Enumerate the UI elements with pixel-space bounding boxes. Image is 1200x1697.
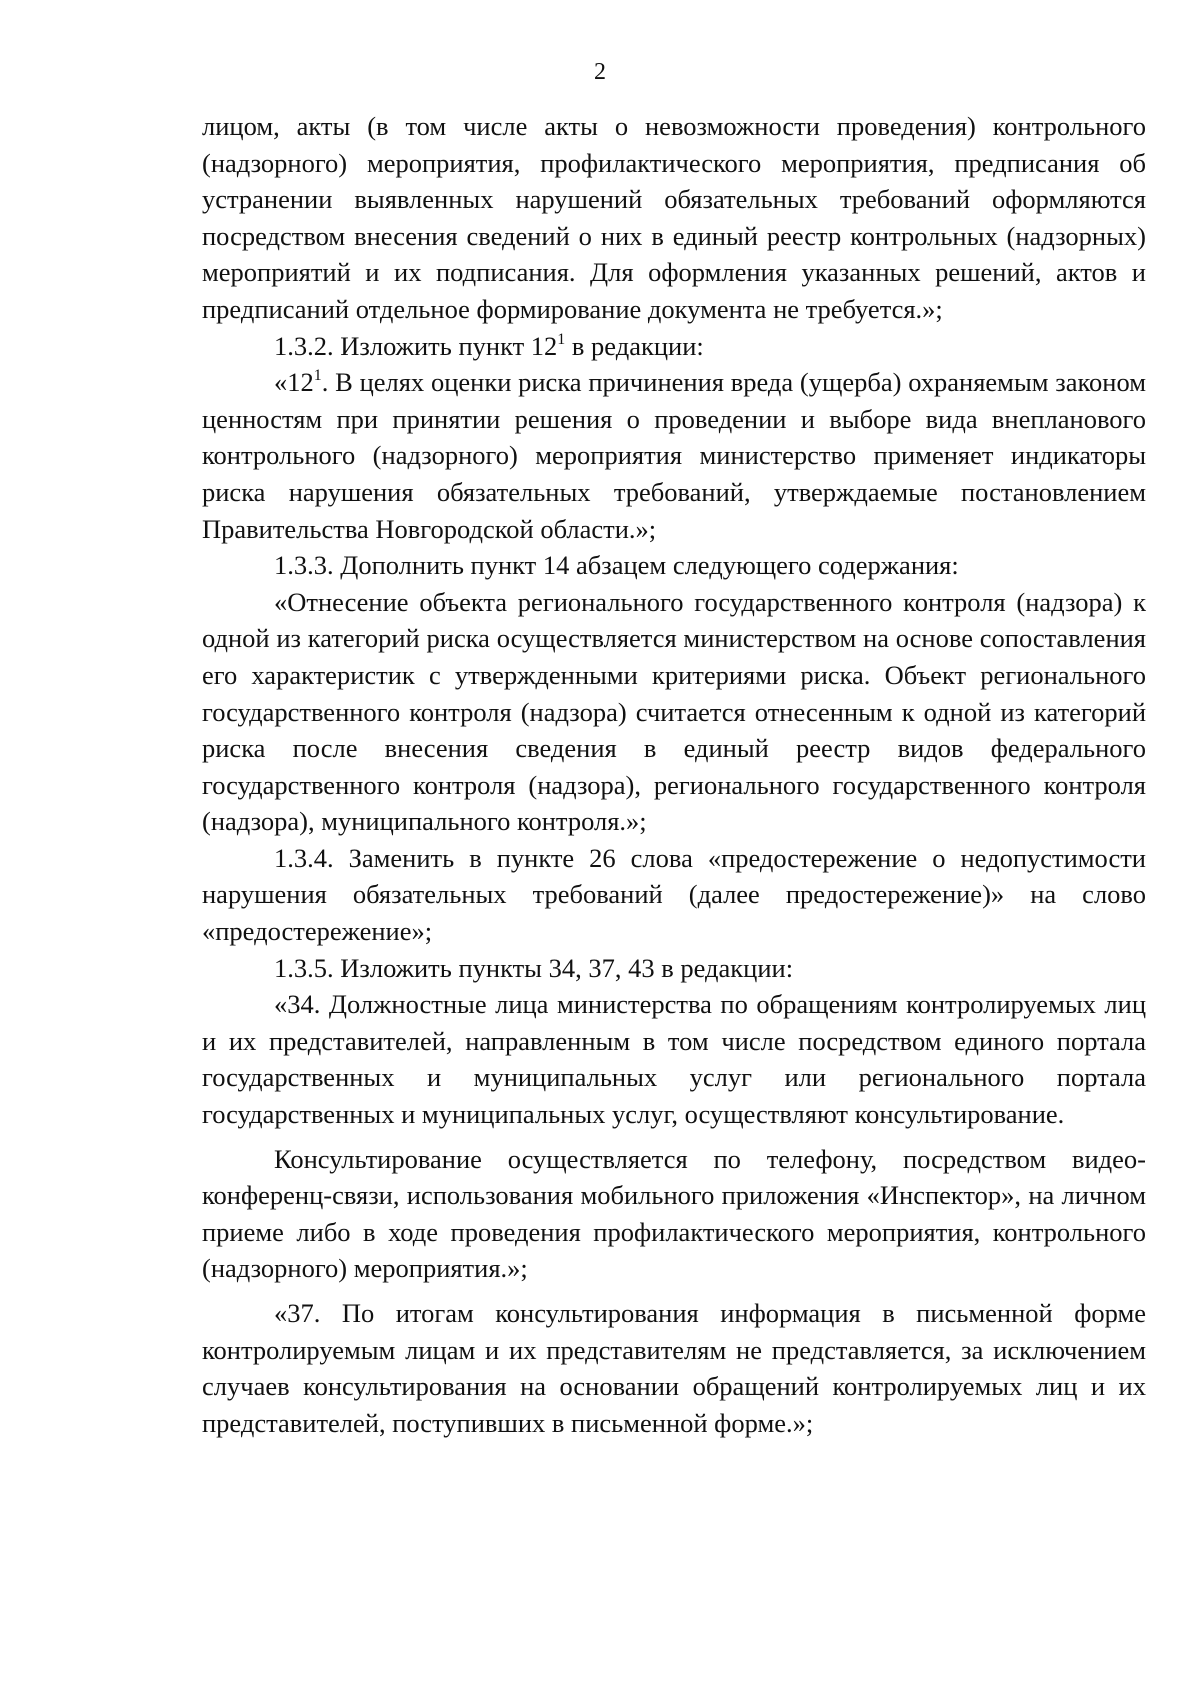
page-number: 2 [594, 59, 606, 85]
paragraph-text: 1.3.2. Изложить пункт 12 [274, 330, 558, 361]
paragraph-quote-34: «34. Должностные лица министерства по обращениям контролируемых лиц и их представителей, направленным в том числе посредством единого портала государственных и муниципальных услуг или регионального портала государственных и муниципальных услуг, осуществляют консультирование. [202, 989, 1146, 1130]
paragraph-quote-37: «37. По итогам консультирования информация в письменной форме контролируемым лицам и их представителям не представляется, за исключением случаев консультирования на основании обращений контролируемых лиц и их представителей, поступивших в письменной форме.»; [202, 1298, 1146, 1438]
paragraph-consulting: Консультирование осуществляется по телефону, посредством видео-конференц-связи, использования мобильного приложения «Инспектор», на личном приеме либо в ходе проведения профилактического мероприятия, контрольного (надзорного) мероприятия.»; [202, 1143, 1146, 1284]
paragraph-item-1-3-4: 1.3.4. Заменить в пункте 26 слова «предостережение о недопустимости нарушения обязательных требований (далее предостережение)» на слово «предостережение»; [202, 842, 1146, 947]
paragraph-quote-risk-category: «Отнесение объекта регионального государственного контроля (надзора) к одной из категорий риска осуществляется министерством на основе сопоставления его характеристик с утвержденными критериями риска. Объект регионального государственного контроля (надзора) считается отнесенным к одной из категорий риска после внесения сведения в единый реестр видов федерального государственного контроля (надзора), регионального государственного контроля (надзора), муниципального контроля.»; [202, 586, 1146, 837]
paragraph-text: «12 [274, 367, 314, 398]
superscript: 1 [313, 367, 322, 385]
paragraph-text: . В целях оценки риска причинения вреда (ущерба) охраняемым законом ценностям при принятии решения о проведении и выборе вида внепланового контрольного (надзорного) мероприятия министерство применяет индикаторы риска нарушения обязательных требований, утверждаемые постановлением Правительства Новгородской области.»; [202, 367, 1146, 544]
document-body [202, 108, 1146, 1441]
paragraph-continuation: лицом, акты (в том числе акты о невозможности проведения) контрольного (надзорного) мероприятия, профилактического мероприятия, предписания об устранении выявленных нарушений обязательных требований оформляются посредством внесения сведений о них в единый реестр контрольных (надзорных) мероприятий и их подписания. Для оформления указанных решений, актов и предписаний отдельное формирование документа не требуется.»; [202, 111, 1146, 324]
paragraph-item-1-3-5: 1.3.5. Изложить пункты 34, 37, 43 в редакции: [274, 952, 794, 983]
paragraph-quote-12-1 [202, 364, 1146, 547]
paragraph-item-1-3-3: 1.3.3. Дополнить пункт 14 абзацем следующего содержания: [274, 550, 959, 581]
paragraph-item-1-3-2 [202, 328, 1146, 365]
superscript: 1 [557, 330, 566, 348]
paragraph-text: в редакции: [565, 330, 704, 361]
